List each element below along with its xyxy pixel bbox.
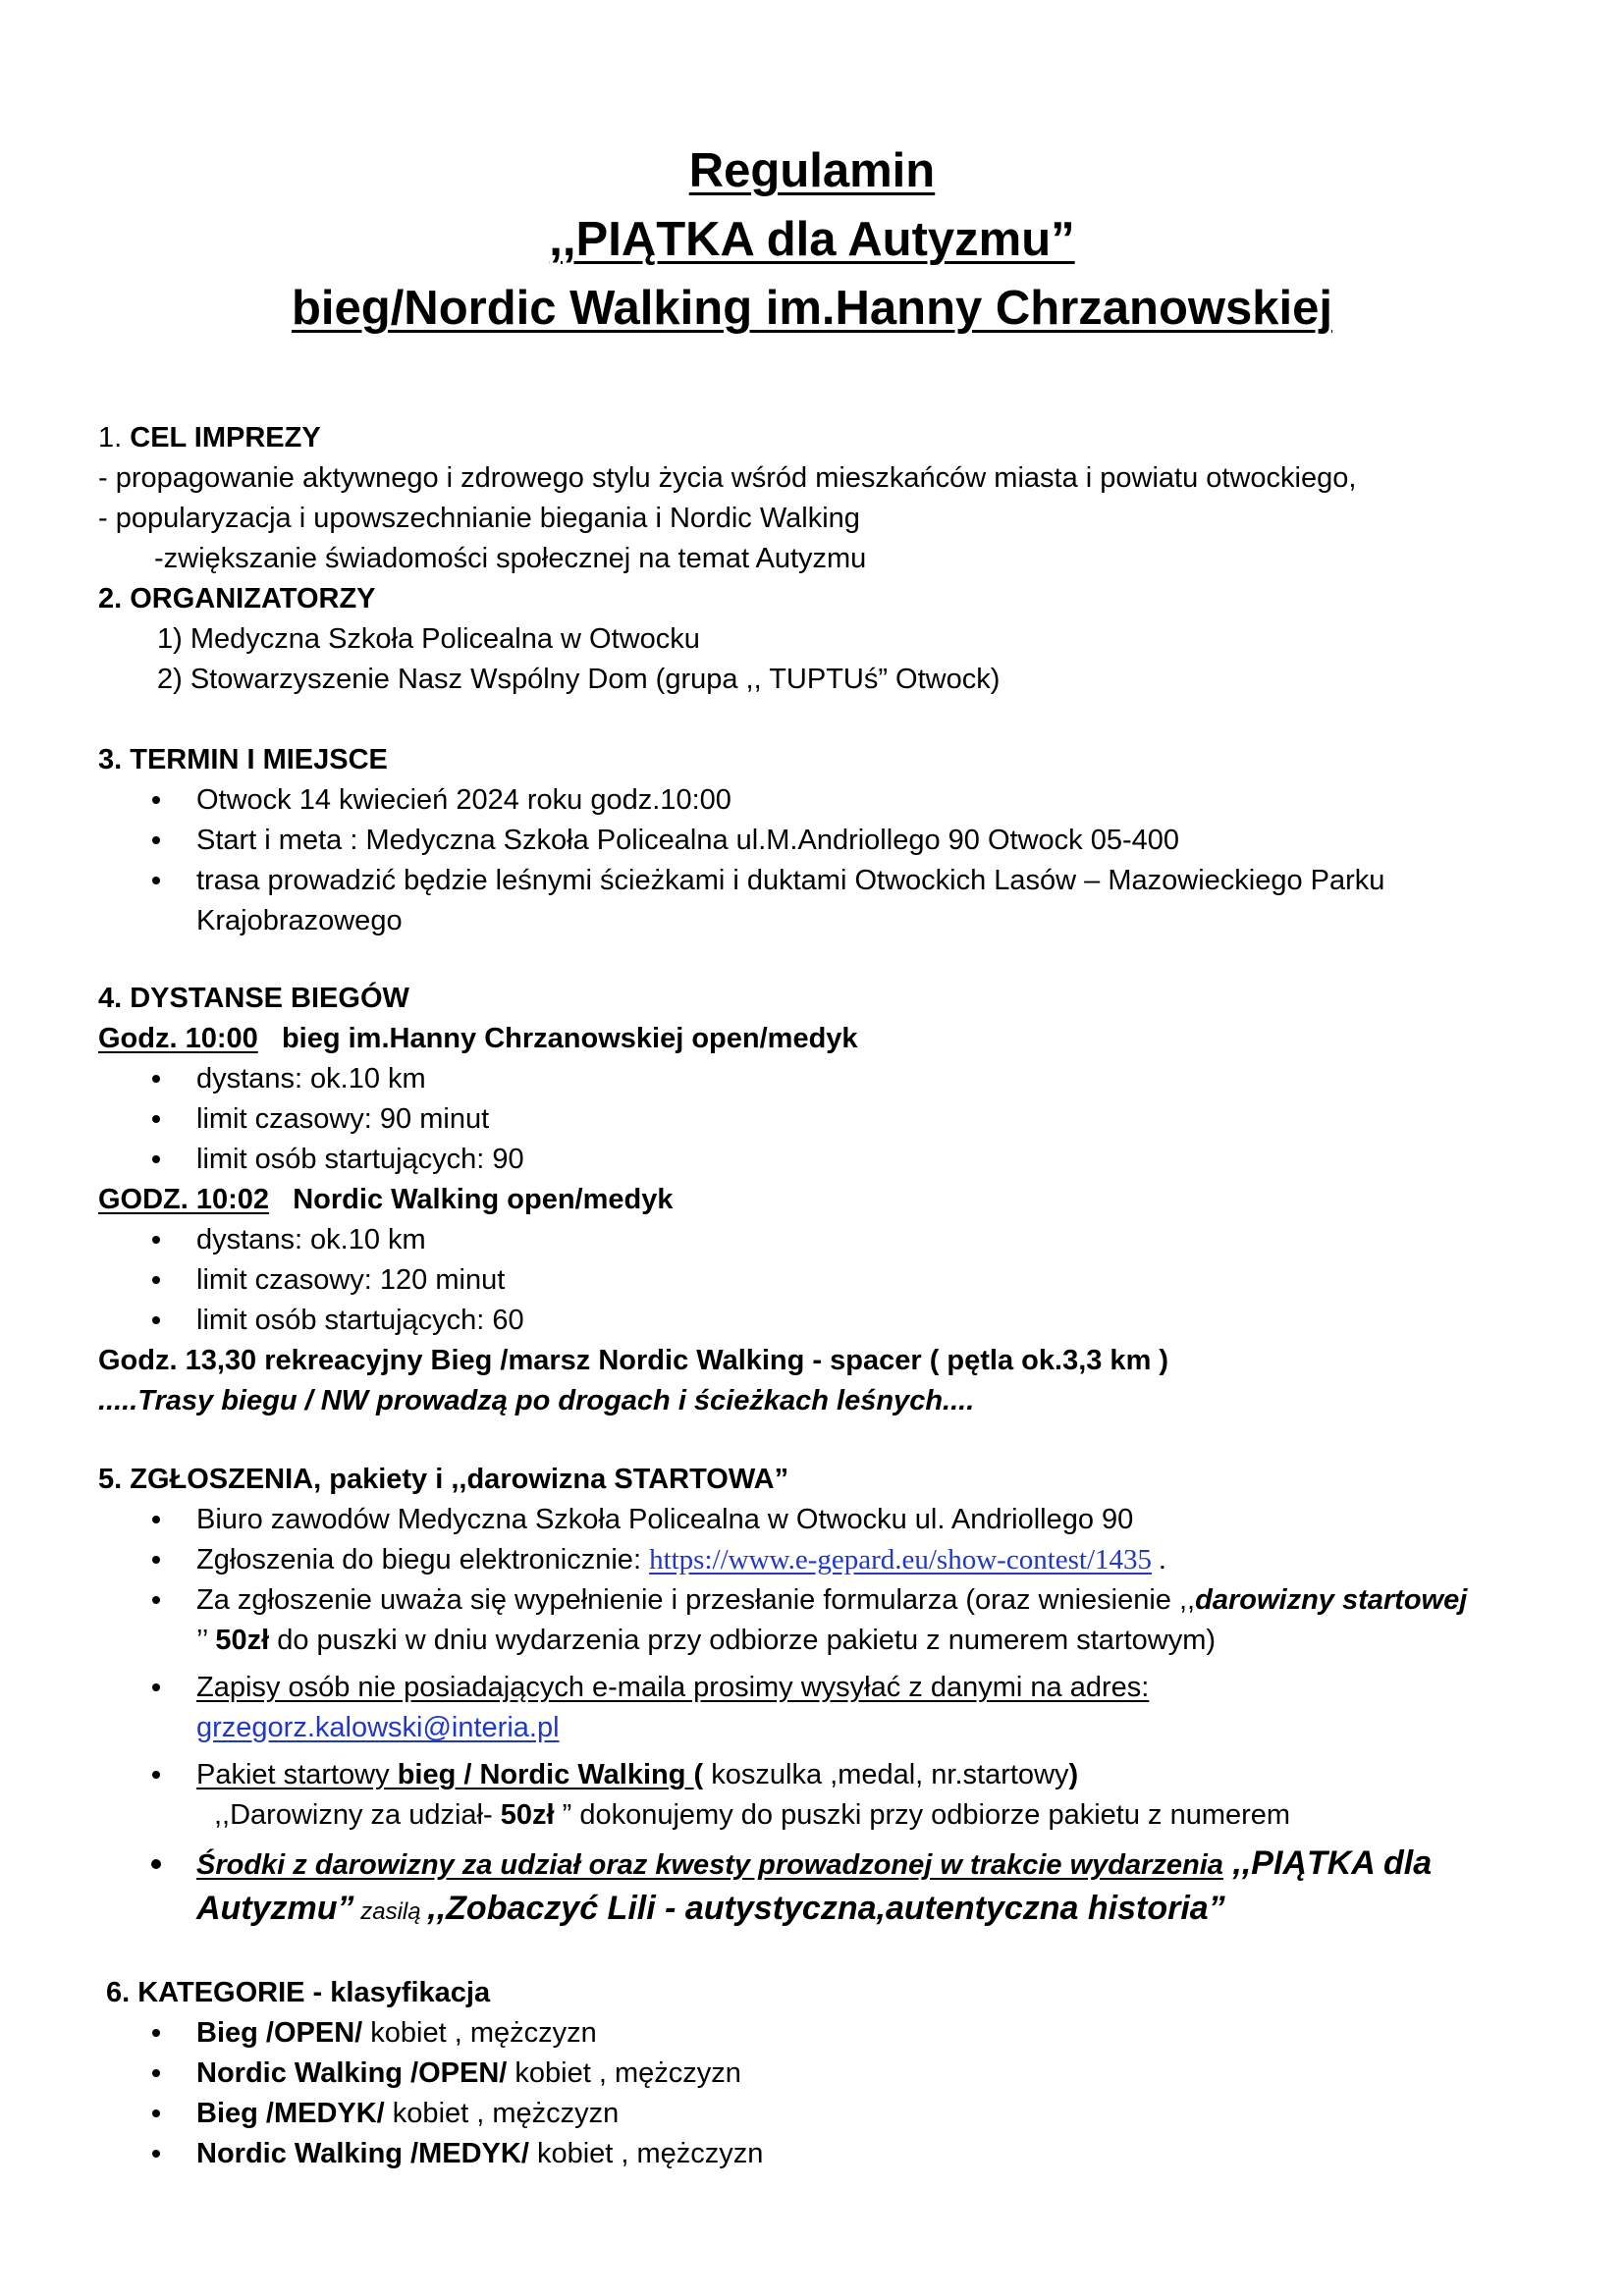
run-1-header: [98, 1021, 858, 1056]
donation-amount: 50zł: [500, 1799, 555, 1831]
donation-quote: ”: [554, 1799, 580, 1831]
bullet-icon: [152, 2069, 160, 2077]
section-6-heading: 6. KATEGORIE - klasyfikacja: [106, 1977, 491, 2008]
title-line-3: bieg/Nordic Walking im.Hanny Chrzanowskiej: [291, 282, 1333, 335]
bullet-icon: [152, 2150, 160, 2158]
bullet-icon: [152, 1155, 160, 1163]
category-item: [196, 2096, 619, 2131]
bullet-icon: [152, 1556, 160, 1564]
section-3-item-3-cont: Krajobrazowego: [196, 905, 403, 936]
package-paren-close: ): [1068, 1759, 1079, 1790]
funds-text: Środki z darowizny za udział oraz kwesty prowadzonej w trakcie wydarzenia: [196, 1849, 1223, 1881]
run-1-name: bieg im.Hanny Chrzanowskiej open/medyk: [281, 1023, 858, 1054]
funds-event-name-cont: Autyzmu”: [196, 1890, 354, 1927]
section-1-item-3: -zwiększanie świadomości społecznej na temat Autyzmu: [154, 543, 867, 574]
bullet-icon: [152, 1276, 160, 1284]
registration-link[interactable]: https://www.e-gepard.eu/show-contest/1435: [649, 1544, 1153, 1575]
section-5-heading: 5. ZGŁOSZENIA, pakiety i ,,darowizna STARTOWA”: [98, 1464, 789, 1495]
run-1-item-1: dystans: ok.10 km: [196, 1063, 426, 1095]
section-5-item-3: [196, 1582, 1467, 1618]
section-5-item-3-cont: [196, 1623, 1216, 1658]
section-5-item-6-cont: [196, 1887, 1225, 1934]
section-1-number: 1.: [98, 422, 131, 454]
bullet-icon: [152, 1075, 160, 1083]
entry-donation: darowizny startowej: [1195, 1584, 1468, 1616]
registration-text: Zgłoszenia do biegu elektronicznie:: [196, 1544, 650, 1575]
category-name: Bieg /OPEN/: [196, 2017, 363, 2049]
run-2-time: GODZ. 10:02: [98, 1184, 270, 1215]
section-2-item-2: 2) Stowarzyszenie Nasz Wspólny Dom (grupa ,, TUPTUś” Otwock): [157, 664, 1001, 695]
funds-support-word: zasilą: [353, 1898, 428, 1925]
funds-event-name: ,,PIĄTKA dla: [1222, 1844, 1433, 1882]
bullet-icon: [152, 836, 160, 844]
section-5-item-1: Biuro zawodów Medyczna Szkoła Policealna w Otwocku ul. Andriollego 90: [196, 1504, 1134, 1535]
category-name: Bieg /MEDYK/: [196, 2098, 385, 2129]
section-5-item-2: [196, 1542, 1166, 1577]
bullet-icon: [152, 1771, 160, 1779]
section-1-title: CEL IMPREZY: [130, 422, 321, 454]
donation-rest: dokonujemy do puszki przy odbiorze pakietu z numerem: [579, 1799, 1291, 1831]
run-2-name: Nordic Walking open/medyk: [293, 1184, 674, 1215]
section-5-item-5: [196, 1757, 1078, 1792]
section-1-item-1: - propagowanie aktywnego i zdrowego stylu życia wśród mieszkańców miasta i powiatu otwockiego,: [98, 462, 1357, 494]
bullet-icon: [152, 2029, 160, 2037]
bullet-icon: [152, 1115, 160, 1123]
section-3-item-2: Start i meta : Medyczna Szkoła Policealna ul.M.Andriollego 90 Otwock 05-400: [196, 825, 1179, 856]
funds-beneficiary: ,,Zobaczyć Lili - autystyczna,autentyczna historia”: [427, 1890, 1225, 1927]
bullet-icon: [152, 2109, 160, 2117]
entry-quote: ’’: [196, 1625, 216, 1656]
bullet-icon: [152, 877, 160, 884]
entry-text: Za zgłoszenie uważa się wypełnienie i przesłanie formularza (oraz wniesienie ,,: [196, 1584, 1196, 1616]
run-2-header: [98, 1182, 674, 1217]
donation-text: ,,Darowizny za udział-: [214, 1799, 501, 1831]
category-gender: kobiet , mężczyzn: [362, 2017, 597, 2049]
category-item: [196, 2015, 597, 2051]
route-note: .....Trasy biegu / NW prowadzą po drogach i ścieżkach leśnych....: [98, 1385, 975, 1416]
run-1-item-3: limit osób startujących: 90: [196, 1144, 524, 1175]
section-5-item-5-cont: [214, 1797, 1290, 1833]
entry-amount: 50zł: [215, 1625, 270, 1656]
section-2-item-1: 1) Medyczna Szkoła Policealna w Otwocku: [157, 623, 700, 655]
bullet-icon: [151, 1859, 161, 1869]
bullet-icon: [152, 1516, 160, 1523]
category-item: [196, 2136, 763, 2171]
title-line-1: Regulamin: [688, 144, 936, 197]
bullet-icon: [152, 1596, 160, 1604]
run-2-item-2: limit czasowy: 120 minut: [196, 1264, 506, 1296]
package-paren-open: (: [693, 1759, 712, 1790]
run-1-time: Godz. 10:00: [98, 1023, 258, 1054]
bullet-icon: [152, 796, 160, 804]
entry-rest: do puszki w dniu wydarzenia przy odbiorze pakietu z numerem startowym): [269, 1625, 1217, 1656]
category-gender: kobiet , mężczyzn: [528, 2138, 764, 2169]
bullet-icon: [152, 1683, 160, 1691]
registration-end: .: [1152, 1544, 1166, 1575]
run-2-item-3: limit osób startujących: 60: [196, 1305, 524, 1336]
section-5-item-6: [196, 1842, 1432, 1887]
section-1-heading: [98, 420, 321, 455]
package-type: bieg / Nordic Walking: [397, 1759, 694, 1790]
section-3-heading: 3. TERMIN I MIEJSCE: [98, 744, 388, 775]
category-item: [196, 2056, 741, 2091]
package-label: Pakiet startowy: [196, 1759, 398, 1790]
bullet-icon: [152, 1316, 160, 1324]
section-2-heading: 2. ORGANIZATORZY: [98, 583, 376, 614]
section-3-item-1: Otwock 14 kwiecień 2024 roku godz.10:00: [196, 784, 731, 816]
bullet-icon: [152, 1236, 160, 1244]
section-3-item-3: trasa prowadzić będzie leśnymi ścieżkami i duktami Otwockich Lasów – Mazowieckiego Parku: [196, 865, 1385, 896]
contact-email-link[interactable]: grzegorz.kalowski@interia.pl: [196, 1712, 560, 1743]
section-1-item-2: - popularyzacja i upowszechnianie biegania i Nordic Walking: [98, 503, 860, 534]
category-gender: kobiet , mężczyzn: [384, 2098, 620, 2129]
category-gender: kobiet , mężczyzn: [507, 2057, 741, 2089]
package-contents: koszulka ,medal, nr.startowy: [711, 1759, 1069, 1790]
recreational-run: Godz. 13,30 rekreacyjny Bieg /marsz Nordic Walking - spacer ( pętla ok.3,3 km ): [98, 1345, 1169, 1376]
title-line-2: ,,PIĄTKA dla Autyzmu”: [549, 213, 1075, 266]
section-5-item-4: Zapisy osób nie posiadających e-maila prosimy wysyłać z danymi na adres:: [196, 1672, 1150, 1703]
run-2-item-1: dystans: ok.10 km: [196, 1224, 426, 1255]
category-name: Nordic Walking /MEDYK/: [196, 2138, 529, 2169]
category-name: Nordic Walking /OPEN/: [196, 2057, 508, 2089]
run-1-item-2: limit czasowy: 90 minut: [196, 1103, 490, 1135]
section-4-heading: 4. DYSTANSE BIEGÓW: [98, 983, 409, 1014]
